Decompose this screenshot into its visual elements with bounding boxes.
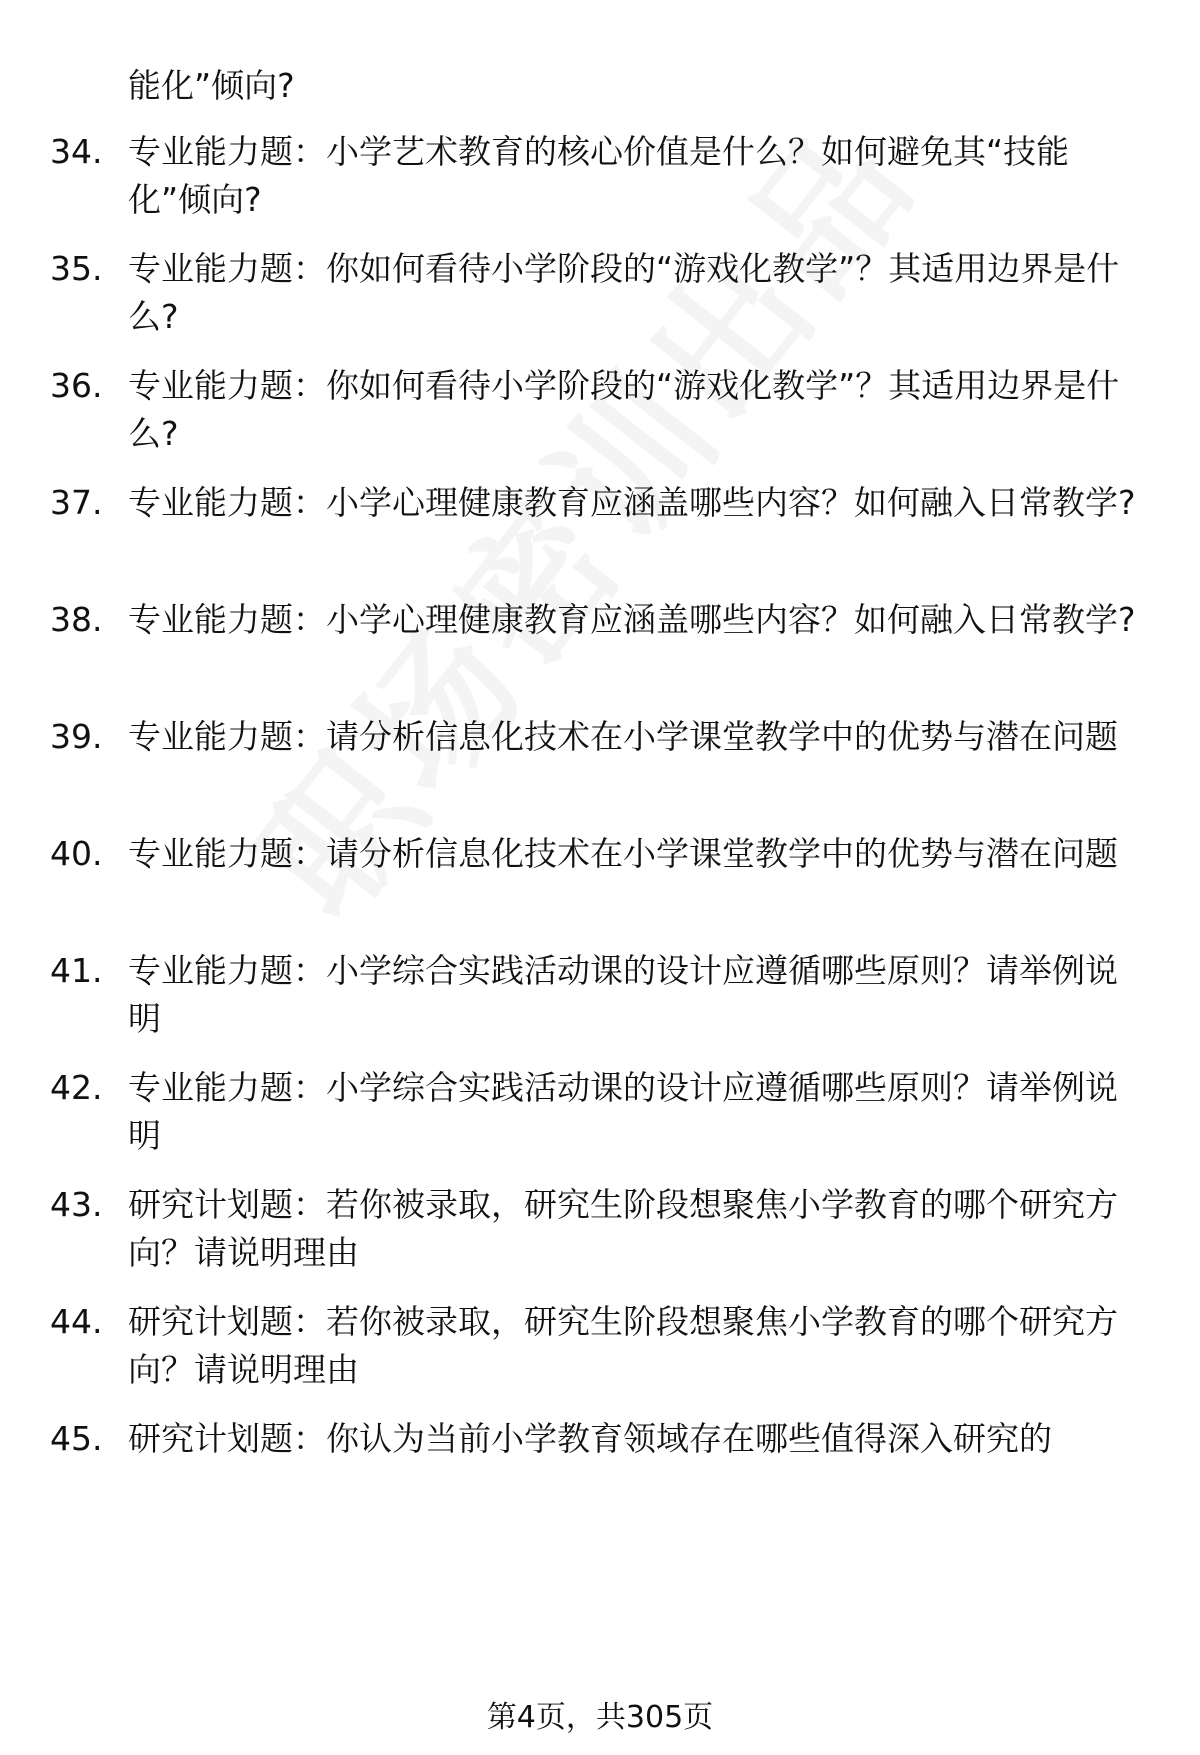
page-footer: 第4页，共305页 (486, 1700, 714, 1735)
item-text: 专业能力题：小学心理健康教育应涵盖哪些内容？如何融入日常教学? (128, 600, 1136, 639)
item-text: 研究计划题：若你被录取，研究生阶段想聚焦小学教育的哪个研究方向？请说明理由 (128, 1185, 1118, 1272)
item-number: 37. (50, 483, 103, 522)
item-number: 45. (50, 1419, 103, 1458)
item-number: 36. (50, 366, 103, 405)
item-number: 41. (50, 951, 103, 990)
item-number: 34. (50, 132, 103, 171)
item-number: 38. (50, 600, 103, 639)
item-text: 专业能力题：小学综合实践活动课的设计应遵循哪些原则？请举例说明 (128, 1068, 1118, 1155)
item-number: 35. (50, 249, 103, 288)
item-text: 研究计划题：若你被录取，研究生阶段想聚焦小学教育的哪个研究方向？请说明理由 (128, 1302, 1118, 1389)
item-number: 42. (50, 1068, 103, 1107)
item-text: 专业能力题：小学心理健康教育应涵盖哪些内容？如何融入日常教学? (128, 483, 1136, 522)
item-text: 专业能力题：小学综合实践活动课的设计应遵循哪些原则？请举例说明 (128, 951, 1118, 1038)
item-number: 39. (50, 717, 103, 756)
item-text: 专业能力题：请分析信息化技术在小学课堂教学中的优势与潜在问题 (128, 717, 1118, 756)
item-number: 43. (50, 1185, 103, 1224)
item-text: 研究计划题：你认为当前小学教育领域存在哪些值得深入研究的 (128, 1419, 1052, 1458)
item-number: 44. (50, 1302, 103, 1341)
item-text: 专业能力题：你如何看待小学阶段的“游戏化教学”？其适用边界是什么? (128, 366, 1120, 453)
item-text: 专业能力题：你如何看待小学阶段的“游戏化教学”？其适用边界是什么? (128, 249, 1120, 336)
continued-text: 能化”倾向? (128, 66, 295, 105)
item-text: 专业能力题：小学艺术教育的核心价值是什么？如何避免其“技能化”倾向? (128, 132, 1070, 219)
item-number: 40. (50, 834, 103, 873)
item-text: 专业能力题：请分析信息化技术在小学课堂教学中的优势与潜在问题 (128, 834, 1118, 873)
